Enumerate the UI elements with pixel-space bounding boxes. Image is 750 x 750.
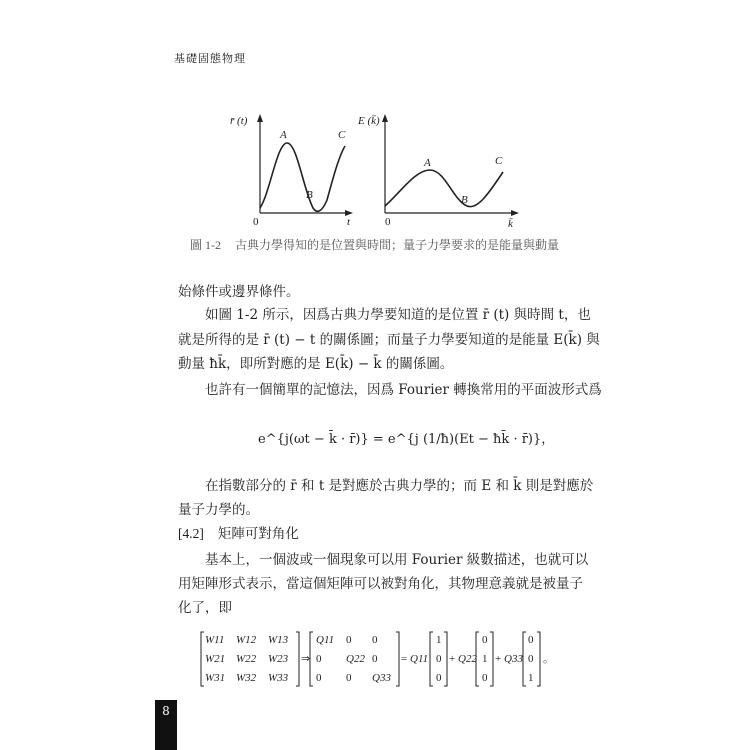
paragraph-line: 動量 ħk̄，即所對應的是 E(k̄) − k̄ 的關係圖。 <box>178 356 454 372</box>
left-x-label: t <box>347 216 351 228</box>
right-plot <box>357 114 519 230</box>
right-x-label: k̄ <box>508 218 513 230</box>
paragraph-line: 如圖 1-2 所示，因爲古典力學要知道的是位置 r̄ (t) 與時間 t，也 <box>205 307 591 323</box>
left-y-label: r̄ (t) <box>230 115 248 127</box>
matrix-equation <box>200 630 560 688</box>
matrix-w-entry: W11 <box>205 634 225 646</box>
coefficient-term: Q11 <box>410 653 429 665</box>
matrix-w-entry: W13 <box>268 634 289 646</box>
coefficient-term: Q33 <box>504 653 523 665</box>
matrix-q-entry: Q22 <box>346 653 365 665</box>
section-heading <box>178 522 299 542</box>
unit-vector-entry: 0 <box>528 634 534 646</box>
left-origin: 0 <box>253 216 259 228</box>
paragraph-line: 在指數部分的 r̄ 和 t 是對應於古典力學的；而 E 和 k̄ 則是對應於 <box>205 478 594 494</box>
matrix-w-entry: W33 <box>268 672 289 684</box>
left-point-a: A <box>280 129 287 141</box>
right-point-b: B <box>461 194 468 206</box>
left-plot <box>230 114 353 228</box>
equals-sign: = <box>401 653 408 665</box>
matrix-q-entry: 0 <box>372 653 378 665</box>
unit-vector-entry: 0 <box>436 672 442 684</box>
right-y-label: E (k̄) <box>358 115 380 127</box>
section-title: 矩陣可對角化 <box>217 526 299 542</box>
paragraph-line: 就是所得的是 r̄ (t) − t 的關係圖；而量子力學要知道的是能量 E(k̄) 與 <box>178 332 600 348</box>
page-number: 8 <box>155 700 177 750</box>
unit-vector-entry: 0 <box>528 653 534 665</box>
matrix-q-entry: Q11 <box>316 634 335 646</box>
plus-sign: + <box>495 653 502 665</box>
unit-vector-entry: 0 <box>436 653 442 665</box>
matrix-q-entry: 0 <box>316 653 322 665</box>
section-number: [4.2] <box>178 526 204 541</box>
right-curve <box>385 170 503 207</box>
coefficient-term: Q22 <box>458 653 477 665</box>
paragraph-line: 用矩陣形式表示，當這個矩陣可以被對角化，其物理意義就是被量子 <box>178 576 583 592</box>
left-curve <box>260 143 345 211</box>
matrix-q-entry: 0 <box>346 672 352 684</box>
figure-caption <box>190 236 559 253</box>
right-origin: 0 <box>385 216 391 228</box>
unit-vector-entry: 1 <box>528 672 534 684</box>
matrix-w-entry: W12 <box>236 634 257 646</box>
matrix-w-entry: W23 <box>268 653 289 665</box>
matrix-q-entry: 0 <box>346 634 352 646</box>
right-point-c: C <box>495 155 503 167</box>
matrix-w-entry: W22 <box>236 653 257 665</box>
caption-number: 圖 1-2 <box>190 238 221 252</box>
paragraph-line: 基本上，一個波或一個現象可以用 Fourier 級數描述，也就可以 <box>205 552 589 568</box>
left-point-b: B <box>306 189 313 201</box>
paragraph-line: 也許有一個簡單的記憶法，因爲 Fourier 轉換常用的平面波形式爲 <box>205 382 602 398</box>
plane-wave-equation: e^{j(ωt − k̄ · r̄)} = e^{j (1/ħ)(Et − ħk̄ · r̄)}， <box>258 432 555 447</box>
paragraph-line: 始條件或邊界條件。 <box>178 284 300 300</box>
matrix-w-entry: W32 <box>236 672 257 684</box>
plus-sign: + <box>449 653 456 665</box>
matrix-w-entry: W31 <box>205 672 226 684</box>
matrix-w-entry: W21 <box>205 653 226 665</box>
unit-vector-entry: 1 <box>482 653 488 665</box>
matrix-q-entry: 0 <box>372 634 378 646</box>
right-point-a: A <box>424 157 431 169</box>
paragraph-line: 化了，即 <box>178 600 232 616</box>
paragraph-line: 量子力學的。 <box>178 502 259 518</box>
unit-vector-entry: 0 <box>482 634 488 646</box>
implies-arrow: ⇒ <box>301 653 311 665</box>
unit-vector-entry: 1 <box>436 634 442 646</box>
left-point-c: C <box>338 129 346 141</box>
matrix-q-entry: Q33 <box>372 672 391 684</box>
equation-end: 。 <box>543 653 554 665</box>
caption-text: 古典力學得知的是位置與時間；量子力學要求的是能量與動量 <box>235 238 560 252</box>
figure-1-2 <box>225 108 545 233</box>
matrix-q-entry: 0 <box>316 672 322 684</box>
unit-vector-entry: 0 <box>482 672 488 684</box>
running-header: 基礎固態物理 <box>174 52 246 65</box>
